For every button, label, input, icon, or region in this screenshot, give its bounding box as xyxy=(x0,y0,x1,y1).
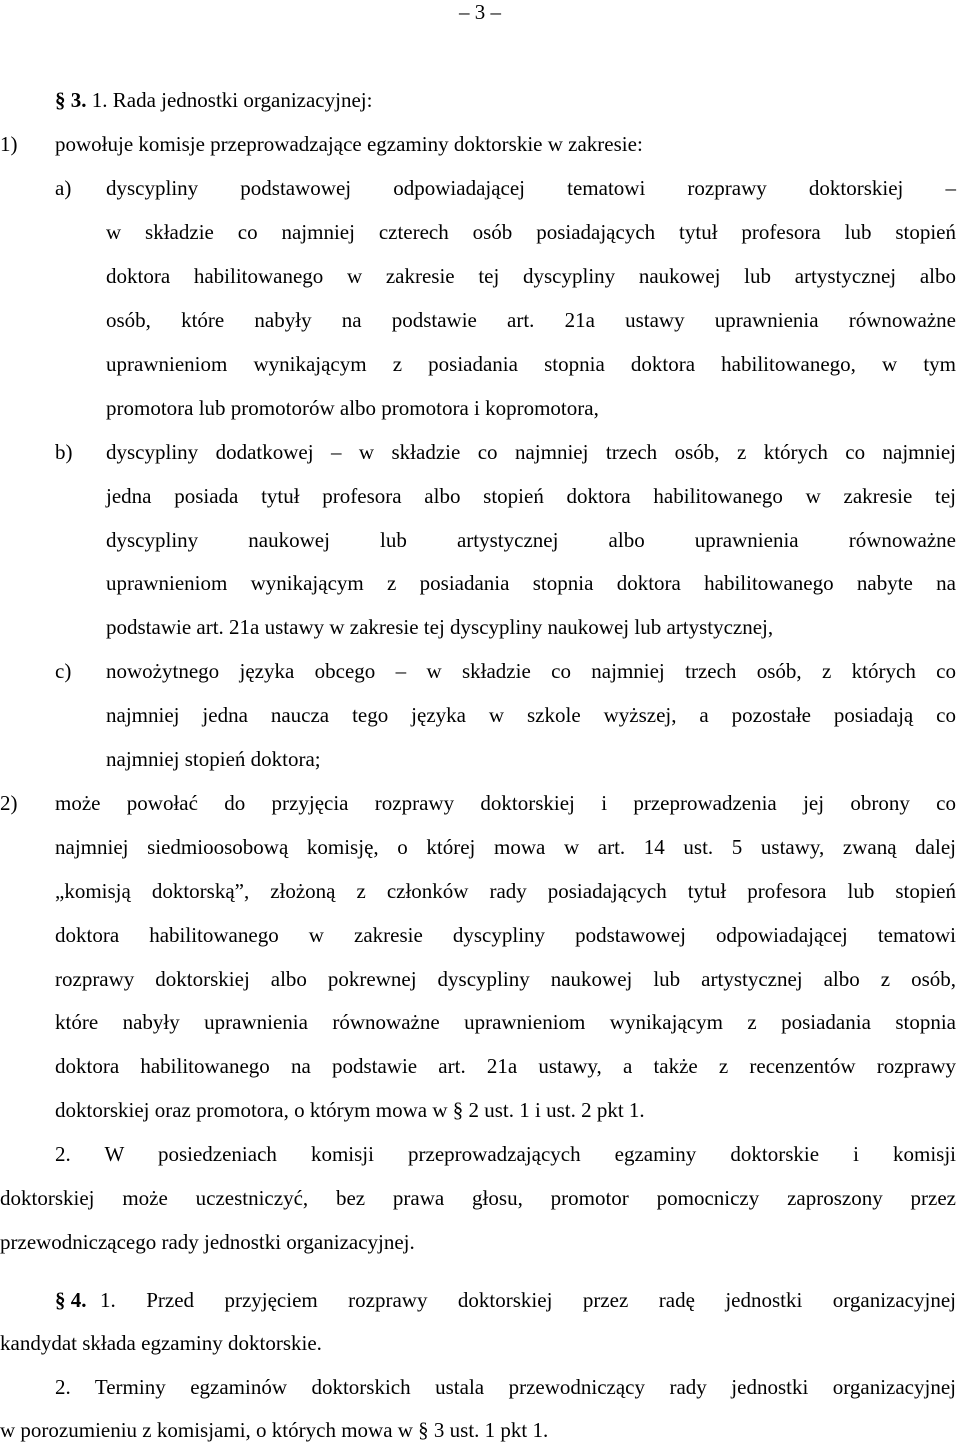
item-2-line: doktora habilitowanego na podstawie art. 21a ustawy, a także z recenzentów rozprawy xyxy=(55,1054,956,1078)
section-4-line: 1. Przed przyjęciem rozprawy doktorskiej przez radę jednostki organizacyjnej xyxy=(100,1288,956,1312)
item-a-marker: a) xyxy=(55,176,72,200)
paragraph-2-line: 2. W posiedzeniach komisji przeprowadzających egzaminy doktorskie i komisji xyxy=(55,1142,956,1166)
item-2-line: które nabyły uprawnienia równoważne uprawnieniom wynikającym z posiadania stopnia xyxy=(55,1010,956,1034)
item-c-line: najmniej jedna naucza tego języka w szkole wyższej, a pozostałe posiadają co xyxy=(106,703,956,727)
section-4-paragraph-2-line: 2. Terminy egzaminów doktorskich ustala przewodniczący rady jednostki organizacyjnej xyxy=(55,1375,956,1399)
item-1-text: powołuje komisje przeprowadzające egzaminy doktorskie w zakresie: xyxy=(55,132,643,156)
item-2-line: rozprawy doktorskiej albo pokrewnej dyscypliny naukowej lub artystycznej albo z osób, xyxy=(55,967,956,991)
item-2-line: może powołać do przyjęcia rozprawy doktorskiej i przeprowadzenia jej obrony co xyxy=(55,791,956,815)
item-a-line: dyscypliny podstawowej odpowiadającej tematowi rozprawy doktorskiej – xyxy=(106,176,956,200)
section-4-line: kandydat składa egzaminy doktorskie. xyxy=(0,1331,322,1355)
item-2-line: „komisją doktorską”, złożoną z członków rady posiadających tytuł profesora lub stopień xyxy=(55,879,956,903)
item-b-line: dyscypliny dodatkowej – w składzie co najmniej trzech osób, z których co najmniej xyxy=(106,440,956,464)
item-2-line: najmniej siedmioosobową komisję, o której mowa w art. 14 ust. 5 ustawy, zwaną dalej xyxy=(55,835,956,859)
item-a-line: promotora lub promotorów albo promotora i kopromotora, xyxy=(106,396,599,420)
section-4-paragraph-2-line: w porozumieniu z komisjami, o których mowa w § 3 ust. 1 pkt 1. xyxy=(0,1418,549,1442)
item-c-line: nowożytnego języka obcego – w składzie co najmniej trzech osób, z których co xyxy=(106,659,956,683)
item-a-line: osób, które nabyły na podstawie art. 21a ustawy uprawnienia równoważne xyxy=(106,308,956,332)
item-c-line: najmniej stopień doktora; xyxy=(106,747,321,771)
item-a-line: w składzie co najmniej czterech osób posiadających tytuł profesora lub stopień xyxy=(106,220,956,244)
section-3-heading xyxy=(55,88,372,112)
paragraph-number: 1. xyxy=(91,88,108,112)
item-2-marker: 2) xyxy=(0,791,18,815)
item-a-line: doktora habilitowanego w zakresie tej dyscypliny naukowej lub artystycznej albo xyxy=(106,264,956,288)
item-2-line: doktorskiej oraz promotora, o którym mowa w § 2 ust. 1 i ust. 2 pkt 1. xyxy=(55,1098,645,1122)
section-3-number: § 3. xyxy=(55,88,87,112)
item-2-line: doktora habilitowanego w zakresie dyscypliny podstawowej odpowiadającej tematowi xyxy=(55,923,956,947)
section-3-intro: Rada jednostki organizacyjnej: xyxy=(112,88,373,112)
item-b-line: dyscypliny naukowej lub artystycznej albo uprawnienia równoważne xyxy=(106,528,956,552)
item-1-marker: 1) xyxy=(0,132,18,156)
item-b-marker: b) xyxy=(55,440,73,464)
item-b-line: jedna posiada tytuł profesora albo stopień doktora habilitowanego w zakresie tej xyxy=(106,484,956,508)
item-a-line: uprawnieniom wynikającym z posiadania stopnia doktora habilitowanego, w tym xyxy=(106,352,956,376)
item-b-line: uprawnieniom wynikającym z posiadania stopnia doktora habilitowanego nabyte na xyxy=(106,571,956,595)
item-c-marker: c) xyxy=(55,659,72,683)
paragraph-2-line: przewodniczącego rady jednostki organizacyjnej. xyxy=(0,1230,415,1254)
section-4-number: § 4. xyxy=(55,1288,87,1312)
item-b-line: podstawie art. 21a ustawy w zakresie tej dyscypliny naukowej lub artystycznej, xyxy=(106,615,774,639)
page-number: – 3 – xyxy=(459,0,501,24)
paragraph-2-line: doktorskiej może uczestniczyć, bez prawa głosu, promotor pomocniczy zaproszony przez xyxy=(0,1186,956,1210)
